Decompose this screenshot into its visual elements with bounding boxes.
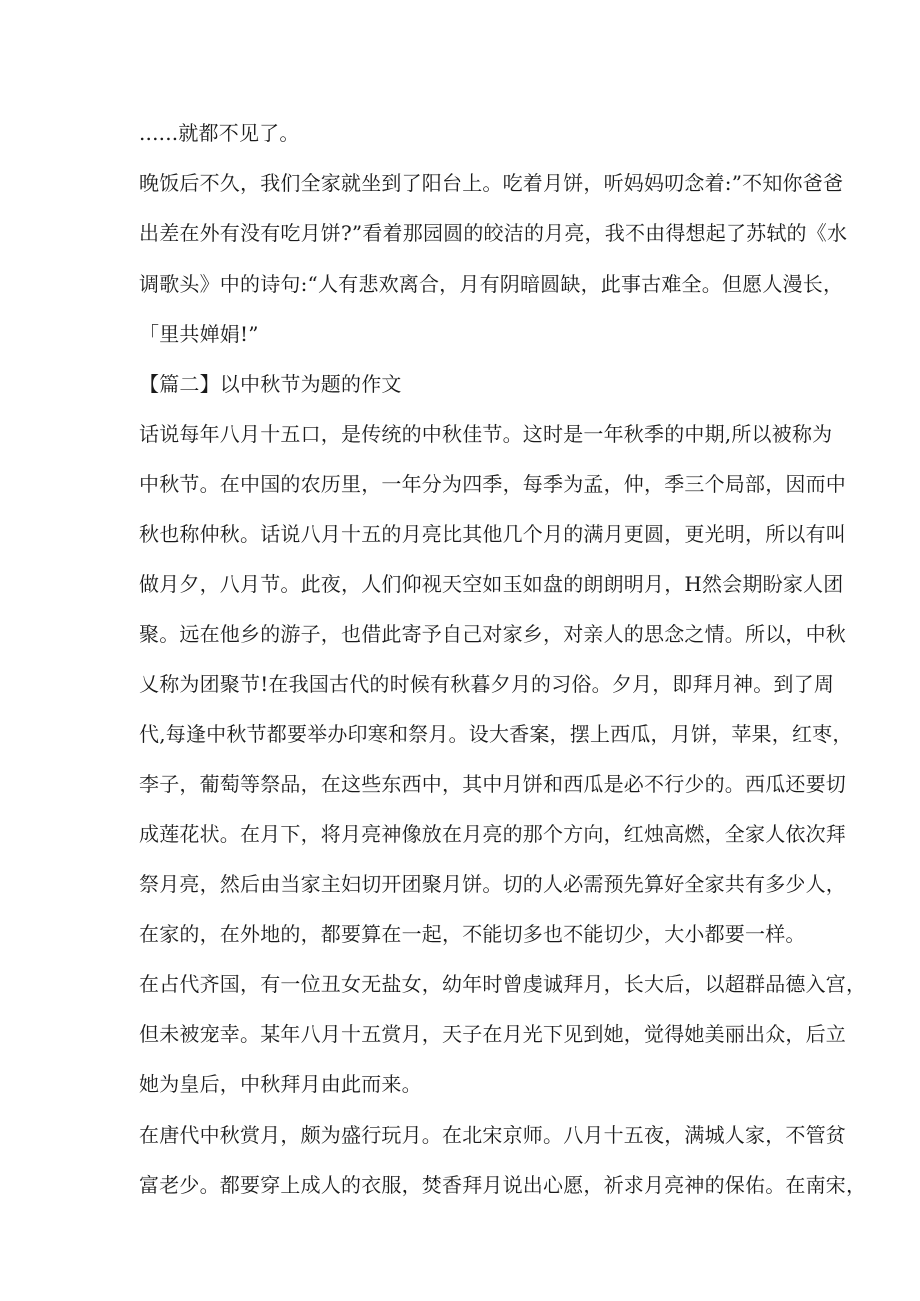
section-heading: 【篇二】以中秋节为题的作文 <box>139 372 402 396</box>
text-line-3: 出差在外有没有吃月饼?”看着那园圆的皎洁的月亮，我不由得想起了苏轼的《水 <box>139 221 848 245</box>
text-line-13: 代,每逢中秋节都要举办印寒和祭月。设大香案，摆上西瓜，月饼，苹果，红枣， <box>139 722 853 746</box>
text-line-15: 成莲花状。在月下，将月亮神像放在月亮的那个方向，红烛高燃，全家人依次拜 <box>139 822 846 846</box>
text-line-18: 在占代齐国，有一位丑女无盐女，幼年时曾虔诚拜月，长大后，以超群品德入宫， <box>139 972 867 996</box>
text-line-19: 但未被宠幸。某年八月十五赏月，天子在月光下见到她，觉得她美丽出众，后立 <box>139 1022 846 1046</box>
text-line-8: 中秋节。在中国的农历里，一年分为四季，每季为孟，仲，季三个局部，因而中 <box>139 472 846 496</box>
text-line-4: 调歌头》中的诗句:“人有悲欢离合，月有阴暗圆缺，此事古难全。但愿人漫长， <box>139 272 844 296</box>
text-line-1: ......就都不见了。 <box>139 121 300 145</box>
text-line-17: 在家的，在外地的，都要算在一起，不能切多也不能切少，大小都要一样。 <box>139 922 806 946</box>
text-line-20: 她为皇后，中秋拜月由此而来。 <box>139 1072 422 1096</box>
text-line-2: 晚饭后不久，我们全家就坐到了阳台上。吃着月饼，听妈妈叨念着:”不知你爸爸 <box>139 171 844 195</box>
text-line-7: 话说每年八月十五口，是传统的中秋佳节。这时是一年秋季的中期,所以被称为 <box>139 422 833 446</box>
text-line-5: 「里共婵娟!” <box>139 322 259 346</box>
text-line-14: 李子，葡萄等祭品，在这些东西中，其中月饼和西瓜是必不行少的。西瓜还要切 <box>139 772 846 796</box>
text-line-21: 在唐代中秋赏月，颇为盛行玩月。在北宋京师。八月十五夜，满城人家，不管贫 <box>139 1123 846 1147</box>
text-line-12: 乂称为团聚节!在我国古代的时候有秋暮夕月的习俗。夕月，即拜月神。到了周 <box>139 672 835 696</box>
text-line-10: 做月夕，八月节。此夜，人们仰视天空如玉如盘的朗朗明月，H然会期盼家人团 <box>139 572 844 596</box>
text-line-16: 祭月亮，然后由当家主妇切开团聚月饼。切的人必需预先算好全家共有多少人， <box>139 872 846 896</box>
text-line-9: 秋也称仲秋。话说八月十五的月亮比其他几个月的满月更圆，更光明，所以有叫 <box>139 522 846 546</box>
text-line-11: 聚。远在他乡的游子，也借此寄予自己对家乡，对亲人的思念之情。所以，中秋 <box>139 622 846 646</box>
text-line-22: 富老少。都要穿上成人的衣服，焚香拜月说出心愿，祈求月亮神的保佑。在南宋， <box>139 1173 867 1197</box>
